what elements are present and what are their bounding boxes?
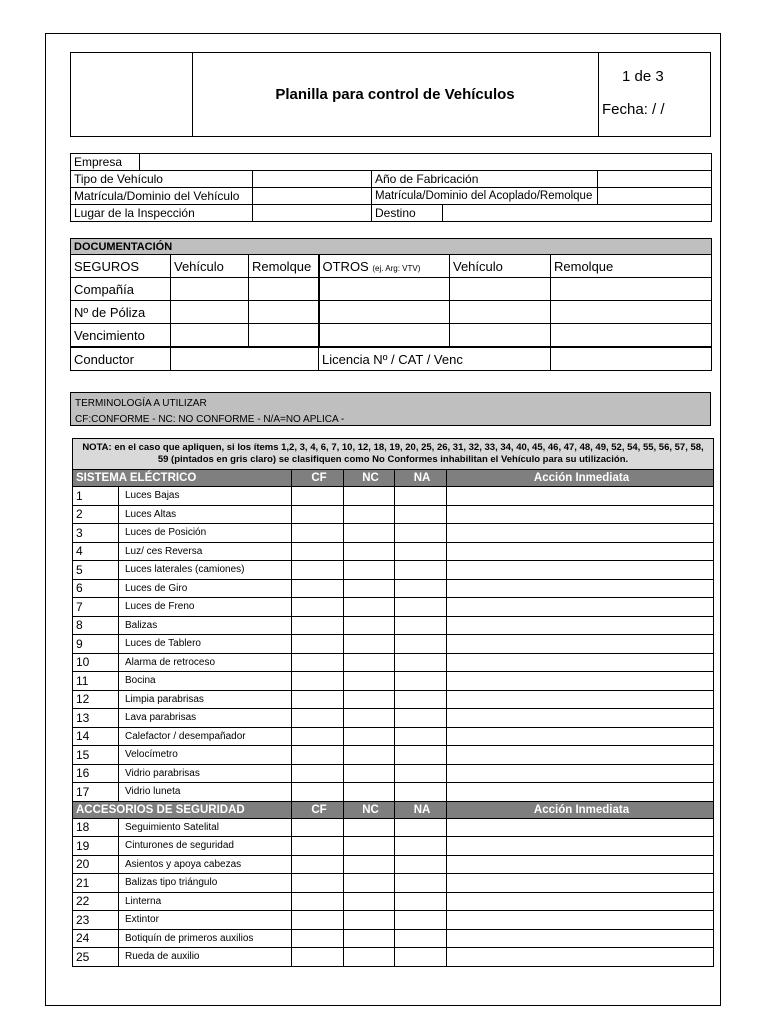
nc-cell[interactable] xyxy=(344,911,395,930)
form-header xyxy=(70,52,711,137)
accion-cell[interactable] xyxy=(447,709,714,728)
checklist-row xyxy=(73,616,714,635)
lugar-label: Lugar de la Inspección xyxy=(71,205,253,222)
na-cell[interactable] xyxy=(395,487,447,506)
item-label: Vidrio luneta xyxy=(119,783,292,802)
cf-cell[interactable] xyxy=(292,542,344,561)
item-label: Bocina xyxy=(119,672,292,691)
na-cell[interactable] xyxy=(395,929,447,948)
general-info-table xyxy=(70,153,712,222)
na-cell[interactable] xyxy=(395,783,447,802)
na-cell[interactable] xyxy=(395,524,447,543)
cf-cell[interactable] xyxy=(292,524,344,543)
checklist-row xyxy=(73,524,714,543)
item-number: 18 xyxy=(73,818,119,837)
item-number: 16 xyxy=(73,764,119,783)
page-number: 1 de 3 xyxy=(622,68,664,85)
nc-cell[interactable] xyxy=(344,727,395,746)
item-number: 4 xyxy=(73,542,119,561)
matricula-acoplado-field[interactable] xyxy=(598,188,712,205)
nc-cell[interactable] xyxy=(344,524,395,543)
cf-cell[interactable] xyxy=(292,855,344,874)
accion-cell[interactable] xyxy=(447,746,714,765)
cf-cell[interactable] xyxy=(292,635,344,654)
otros-vehiculo-field-1[interactable] xyxy=(450,278,551,301)
conductor-label: Conductor xyxy=(71,347,171,371)
conductor-field[interactable] xyxy=(171,347,319,371)
otros-remolque-header: Remolque xyxy=(551,255,712,278)
item-number: 11 xyxy=(73,672,119,691)
na-cell[interactable] xyxy=(395,911,447,930)
na-cell[interactable] xyxy=(395,579,447,598)
na-cell[interactable] xyxy=(395,561,447,580)
checklist-row xyxy=(73,561,714,580)
na-cell[interactable] xyxy=(395,818,447,837)
otros-vehiculo-header: Vehículo xyxy=(450,255,551,278)
item-number: 2 xyxy=(73,505,119,524)
na-cell[interactable] xyxy=(395,690,447,709)
accion-cell[interactable] xyxy=(447,579,714,598)
checklist-row xyxy=(73,487,714,506)
accion-cell[interactable] xyxy=(447,874,714,893)
cf-cell[interactable] xyxy=(292,948,344,967)
col-cf-header: CF xyxy=(292,801,344,818)
item-label: Cinturones de seguridad xyxy=(119,837,292,856)
na-cell[interactable] xyxy=(395,616,447,635)
nc-cell[interactable] xyxy=(344,616,395,635)
destino-label: Destino xyxy=(372,205,443,222)
cf-cell[interactable] xyxy=(292,653,344,672)
na-cell[interactable] xyxy=(395,874,447,893)
na-cell[interactable] xyxy=(395,948,447,967)
col-accion-header: Acción Inmediata xyxy=(447,470,714,487)
accion-cell[interactable] xyxy=(447,948,714,967)
terminology-title: TERMINOLOGÍA A UTILIZAR xyxy=(75,398,207,409)
na-cell[interactable] xyxy=(395,653,447,672)
matricula-label: Matrícula/Dominio del Vehículo xyxy=(71,188,253,205)
anio-field[interactable] xyxy=(598,171,712,188)
cf-cell[interactable] xyxy=(292,837,344,856)
vencimiento-label: Vencimiento xyxy=(71,324,171,348)
checklist-row xyxy=(73,764,714,783)
otros-title: OTROS xyxy=(322,258,369,274)
nc-cell[interactable] xyxy=(344,598,395,617)
nc-cell[interactable] xyxy=(344,892,395,911)
checklist-row xyxy=(73,579,714,598)
cf-cell[interactable] xyxy=(292,746,344,765)
accion-cell[interactable] xyxy=(447,542,714,561)
poliza-vehiculo-field[interactable] xyxy=(171,301,249,324)
checklist-row xyxy=(73,598,714,617)
seguros-vehiculo-header: Vehículo xyxy=(171,255,249,278)
item-label: Velocímetro xyxy=(119,746,292,765)
accion-cell[interactable] xyxy=(447,598,714,617)
accion-cell[interactable] xyxy=(447,727,714,746)
nc-cell[interactable] xyxy=(344,653,395,672)
item-number: 10 xyxy=(73,653,119,672)
accion-cell[interactable] xyxy=(447,487,714,506)
item-label: Balizas tipo triángulo xyxy=(119,874,292,893)
item-label: Alarma de retroceso xyxy=(119,653,292,672)
otros-field-2[interactable] xyxy=(319,301,450,324)
item-number: 25 xyxy=(73,948,119,967)
col-accion-header: Acción Inmediata xyxy=(447,801,714,818)
cf-cell[interactable] xyxy=(292,616,344,635)
checklist-row xyxy=(73,783,714,802)
col-nc-header: NC xyxy=(344,801,395,818)
vencimiento-vehiculo-field[interactable] xyxy=(171,324,249,348)
cf-cell[interactable] xyxy=(292,892,344,911)
accion-cell[interactable] xyxy=(447,561,714,580)
cf-cell[interactable] xyxy=(292,874,344,893)
nc-cell[interactable] xyxy=(344,837,395,856)
checklist-row xyxy=(73,635,714,654)
item-label: Extintor xyxy=(119,911,292,930)
otros-remolque-field-3[interactable] xyxy=(551,324,712,348)
cf-cell[interactable] xyxy=(292,818,344,837)
terminology-box xyxy=(70,392,711,426)
accion-cell[interactable] xyxy=(447,911,714,930)
matricula-field[interactable] xyxy=(253,188,372,205)
item-number: 13 xyxy=(73,709,119,728)
matricula-acoplado-label: Matrícula/Dominio del Acoplado/Remolque xyxy=(372,188,598,205)
accion-cell[interactable] xyxy=(447,929,714,948)
empresa-field[interactable] xyxy=(140,154,712,171)
checklist-row xyxy=(73,948,714,967)
item-number: 22 xyxy=(73,892,119,911)
cf-cell[interactable] xyxy=(292,598,344,617)
na-cell[interactable] xyxy=(395,672,447,691)
item-number: 24 xyxy=(73,929,119,948)
item-label: Lava parabrisas xyxy=(119,709,292,728)
nc-cell[interactable] xyxy=(344,635,395,654)
col-nc-header: NC xyxy=(344,470,395,487)
licencia-label: Licencia Nº / CAT / Venc xyxy=(319,347,551,371)
seguros-label: SEGUROS xyxy=(71,255,171,278)
checklist-row xyxy=(73,911,714,930)
col-na-header: NA xyxy=(395,801,447,818)
checklist-row xyxy=(73,837,714,856)
accion-cell[interactable] xyxy=(447,653,714,672)
tipo-label: Tipo de Vehículo xyxy=(71,171,253,188)
section-title: SISTEMA ELÉCTRICO xyxy=(73,470,292,487)
item-label: Luces de Tablero xyxy=(119,635,292,654)
item-number: 20 xyxy=(73,855,119,874)
otros-remolque-field-2[interactable] xyxy=(551,301,712,324)
item-label: Limpia parabrisas xyxy=(119,690,292,709)
otros-note: (ej. Arg: VTV) xyxy=(372,263,421,273)
otros-vehiculo-field-3[interactable] xyxy=(450,324,551,348)
compania-remolque-field[interactable] xyxy=(249,278,319,301)
cf-cell[interactable] xyxy=(292,672,344,691)
otros-label xyxy=(319,255,450,278)
nc-cell[interactable] xyxy=(344,855,395,874)
item-label: Botiquín de primeros auxilios xyxy=(119,929,292,948)
item-number: 1 xyxy=(73,487,119,506)
na-cell[interactable] xyxy=(395,892,447,911)
na-cell[interactable] xyxy=(395,635,447,654)
logo-cell xyxy=(71,53,193,136)
otros-field-1[interactable] xyxy=(319,278,450,301)
compania-label: Compañía xyxy=(71,278,171,301)
item-label: Calefactor / desempañador xyxy=(119,727,292,746)
item-label: Luces de Posición xyxy=(119,524,292,543)
nc-cell[interactable] xyxy=(344,764,395,783)
accion-cell[interactable] xyxy=(447,524,714,543)
cf-cell[interactable] xyxy=(292,561,344,580)
licencia-field[interactable] xyxy=(551,347,712,371)
na-cell[interactable] xyxy=(395,855,447,874)
anio-label: Año de Fabricación xyxy=(372,171,598,188)
nc-cell[interactable] xyxy=(344,818,395,837)
item-number: 19 xyxy=(73,837,119,856)
checklist-row xyxy=(73,855,714,874)
cf-cell[interactable] xyxy=(292,783,344,802)
nc-cell[interactable] xyxy=(344,948,395,967)
item-label: Balizas xyxy=(119,616,292,635)
accion-cell[interactable] xyxy=(447,783,714,802)
accion-cell[interactable] xyxy=(447,837,714,856)
empresa-label: Empresa xyxy=(71,154,140,171)
item-number: 3 xyxy=(73,524,119,543)
na-cell[interactable] xyxy=(395,746,447,765)
checklist-row xyxy=(73,892,714,911)
checklist-row xyxy=(73,672,714,691)
cf-cell[interactable] xyxy=(292,764,344,783)
checklist-row xyxy=(73,542,714,561)
checklist-row xyxy=(73,874,714,893)
item-number: 15 xyxy=(73,746,119,765)
nc-cell[interactable] xyxy=(344,709,395,728)
item-number: 14 xyxy=(73,727,119,746)
item-label: Seguimiento Satelital xyxy=(119,818,292,837)
section-title: ACCESORIOS DE SEGURIDAD xyxy=(73,801,292,818)
checklist-row xyxy=(73,709,714,728)
item-label: Luces de Freno xyxy=(119,598,292,617)
poliza-label: Nº de Póliza xyxy=(71,301,171,324)
checklist-row xyxy=(73,653,714,672)
accion-cell[interactable] xyxy=(447,616,714,635)
checklist-table xyxy=(72,438,714,967)
section-header xyxy=(73,801,714,818)
item-label: Luz/ ces Reversa xyxy=(119,542,292,561)
documentation-band: DOCUMENTACIÓN xyxy=(71,239,712,255)
nc-cell[interactable] xyxy=(344,542,395,561)
col-cf-header: CF xyxy=(292,470,344,487)
item-label: Luces de Giro xyxy=(119,579,292,598)
date-field[interactable]: Fecha: / / xyxy=(602,101,665,118)
item-label: Luces Altas xyxy=(119,505,292,524)
accion-cell[interactable] xyxy=(447,635,714,654)
accion-cell[interactable] xyxy=(447,892,714,911)
cf-cell[interactable] xyxy=(292,487,344,506)
tipo-field[interactable] xyxy=(253,171,372,188)
nc-cell[interactable] xyxy=(344,783,395,802)
destino-field[interactable] xyxy=(443,205,712,222)
item-number: 17 xyxy=(73,783,119,802)
lugar-field[interactable] xyxy=(253,205,372,222)
na-cell[interactable] xyxy=(395,505,447,524)
cf-cell[interactable] xyxy=(292,929,344,948)
accion-cell[interactable] xyxy=(447,505,714,524)
nc-cell[interactable] xyxy=(344,929,395,948)
cf-cell[interactable] xyxy=(292,727,344,746)
nota-text: NOTA: en el caso que apliquen, si los ítems 1,2, 3, 4, 6, 7, 10, 12, 18, 19, 20, 25, 26, 31, 32, 33, 34, 40, 45, 46, 47, 48, 49, 52, 54, 55, 56, 57, 58, 59 (pintados en gris claro) se clasifiquen como No Conformes inhabilitan el Vehículo para su utilización. xyxy=(73,439,714,470)
na-cell[interactable] xyxy=(395,837,447,856)
accion-cell[interactable] xyxy=(447,764,714,783)
form-title: Planilla para control de Vehículos xyxy=(192,53,599,136)
accion-cell[interactable] xyxy=(447,855,714,874)
item-label: Luces laterales (camiones) xyxy=(119,561,292,580)
checklist-row xyxy=(73,727,714,746)
nc-cell[interactable] xyxy=(344,561,395,580)
checklist-row xyxy=(73,818,714,837)
vencimiento-remolque-field[interactable] xyxy=(249,324,319,348)
nc-cell[interactable] xyxy=(344,746,395,765)
documentation-table xyxy=(70,238,712,371)
na-cell[interactable] xyxy=(395,709,447,728)
na-cell[interactable] xyxy=(395,764,447,783)
nc-cell[interactable] xyxy=(344,690,395,709)
nc-cell[interactable] xyxy=(344,487,395,506)
accion-cell[interactable] xyxy=(447,690,714,709)
terminology-legend: CF:CONFORME - NC: NO CONFORME - N/A=NO APLICA - xyxy=(75,414,345,425)
checklist-row xyxy=(73,690,714,709)
item-number: 7 xyxy=(73,598,119,617)
accion-cell[interactable] xyxy=(447,818,714,837)
item-number: 9 xyxy=(73,635,119,654)
item-label: Luces Bajas xyxy=(119,487,292,506)
otros-remolque-field-1[interactable] xyxy=(551,278,712,301)
nc-cell[interactable] xyxy=(344,505,395,524)
checklist-row xyxy=(73,929,714,948)
section-header xyxy=(73,470,714,487)
nc-cell[interactable] xyxy=(344,672,395,691)
item-label: Rueda de auxilio xyxy=(119,948,292,967)
item-number: 5 xyxy=(73,561,119,580)
checklist-row xyxy=(73,505,714,524)
seguros-remolque-header: Remolque xyxy=(249,255,319,278)
cf-cell[interactable] xyxy=(292,690,344,709)
otros-vehiculo-field-2[interactable] xyxy=(450,301,551,324)
col-na-header: NA xyxy=(395,470,447,487)
item-number: 23 xyxy=(73,911,119,930)
item-label: Linterna xyxy=(119,892,292,911)
checklist-row xyxy=(73,746,714,765)
item-label: Asientos y apoya cabezas xyxy=(119,855,292,874)
cf-cell[interactable] xyxy=(292,505,344,524)
na-cell[interactable] xyxy=(395,727,447,746)
cf-cell[interactable] xyxy=(292,911,344,930)
na-cell[interactable] xyxy=(395,542,447,561)
item-label: Vidrio parabrisas xyxy=(119,764,292,783)
otros-field-3[interactable] xyxy=(319,324,450,348)
nc-cell[interactable] xyxy=(344,874,395,893)
na-cell[interactable] xyxy=(395,598,447,617)
cf-cell[interactable] xyxy=(292,709,344,728)
nc-cell[interactable] xyxy=(344,579,395,598)
poliza-remolque-field[interactable] xyxy=(249,301,319,324)
compania-vehiculo-field[interactable] xyxy=(171,278,249,301)
item-number: 12 xyxy=(73,690,119,709)
item-number: 8 xyxy=(73,616,119,635)
accion-cell[interactable] xyxy=(447,672,714,691)
item-number: 6 xyxy=(73,579,119,598)
item-number: 21 xyxy=(73,874,119,893)
cf-cell[interactable] xyxy=(292,579,344,598)
